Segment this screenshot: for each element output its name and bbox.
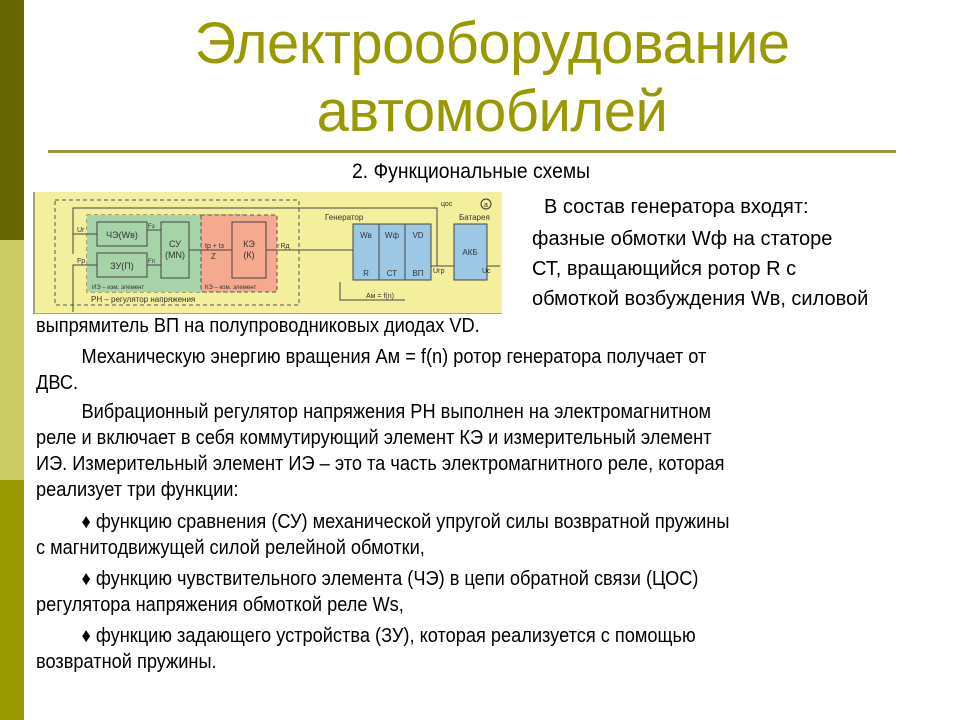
gen-ct: СТ [386, 269, 398, 278]
right-line-3: СТ, вращающийся ротор R с [532, 258, 797, 280]
gen-vd: VD [412, 231, 424, 240]
body-line: ИЭ. Измерительный элемент ИЭ – это та часть электромагнитного реле, которая [36, 453, 725, 475]
signal-trd: ↑Rд [277, 243, 290, 250]
body-line: выпрямитель ВП на полупроводниковых диодах VD. [36, 315, 480, 337]
zu-label: ЗУ(П) [110, 261, 134, 271]
akb-label: АКБ [462, 248, 478, 257]
su-label-2: (MN) [165, 250, 185, 260]
ke-label-2: (К) [243, 250, 255, 260]
signal-uos: цос [441, 201, 453, 208]
functional-diagram [33, 192, 502, 314]
title-line-1: Электрооборудование [194, 11, 790, 76]
signal-tp-tz: tр + tз [205, 243, 224, 250]
slide-title [24, 10, 960, 146]
signal-fp: Fр [77, 258, 86, 265]
sidebar-segment-bottom [0, 480, 24, 720]
bullet-line: ♦ функцию сравнения (СУ) механической упругой силы возвратной пружины [81, 511, 730, 533]
ie-block-label: ИЭ – изм. элемент [92, 285, 145, 291]
ke-label-1: КЭ [243, 239, 255, 249]
body-line: возвратной пружины. [36, 651, 217, 673]
sidebar-segment-top [0, 0, 24, 240]
battery-title: Батарея [459, 213, 490, 222]
title-line-2: автомобилей [316, 79, 668, 144]
signal-uc: Uс [482, 268, 491, 275]
right-line-1: В состав генератора входят: [544, 196, 809, 218]
rn-outer-label: РН – регулятор напряжения [91, 295, 196, 304]
bullet-line: ♦ функцию чувствительного элемента (ЧЭ) в цепи обратной связи (ЦОС) [81, 568, 699, 590]
signal-am: Ам = f(n) [366, 293, 394, 300]
che-label: ЧЭ(Wв) [106, 230, 138, 240]
generator-title: Генератор [325, 213, 364, 222]
sidebar-segment-middle [0, 240, 24, 480]
su-label-1: СУ [169, 239, 181, 249]
signal-z: Z [211, 252, 216, 261]
body-line: Вибрационный регулятор напряжения РН выполнен на электромагнитном [81, 401, 711, 423]
gen-vp: ВП [412, 269, 424, 278]
slide-subtitle: 2. Функциональные схемы [352, 160, 590, 183]
title-divider [48, 150, 896, 153]
body-line: ДВС. [36, 372, 79, 394]
bullet-line: ♦ функцию задающего устройства (ЗУ), которая реализуется с помощью [81, 625, 696, 647]
figure-mark: а [484, 202, 488, 209]
gen-we: Wв [360, 231, 372, 240]
signal-fe: Fэ [148, 224, 155, 230]
body-line: регулятора напряжения обмоткой реле Ws, [36, 594, 404, 616]
right-line-2: фазные обмотки Wф на статоре [532, 228, 833, 250]
signal-fn: Fп [148, 259, 155, 265]
ke-block-label: КЭ – ком. элемент [205, 285, 257, 291]
signal-ugr: Uгр [433, 268, 445, 275]
gen-wf: Wф [384, 231, 400, 240]
body-line: реле и включает в себя коммутирующий элемент КЭ и измерительный элемент [36, 427, 712, 449]
signal-ur: Uг [77, 227, 85, 234]
body-line: реализует три функции: [36, 479, 239, 501]
diagram-svg [35, 192, 504, 314]
body-line: Механическую энергию вращения Ам = f(n) ротор генератора получает от [81, 346, 707, 368]
gen-r: R [363, 269, 369, 278]
body-line: с магнитодвижущей силой релейной обмотки, [36, 537, 425, 559]
right-line-4: обмоткой возбуждения Wв, силовой [532, 288, 869, 310]
